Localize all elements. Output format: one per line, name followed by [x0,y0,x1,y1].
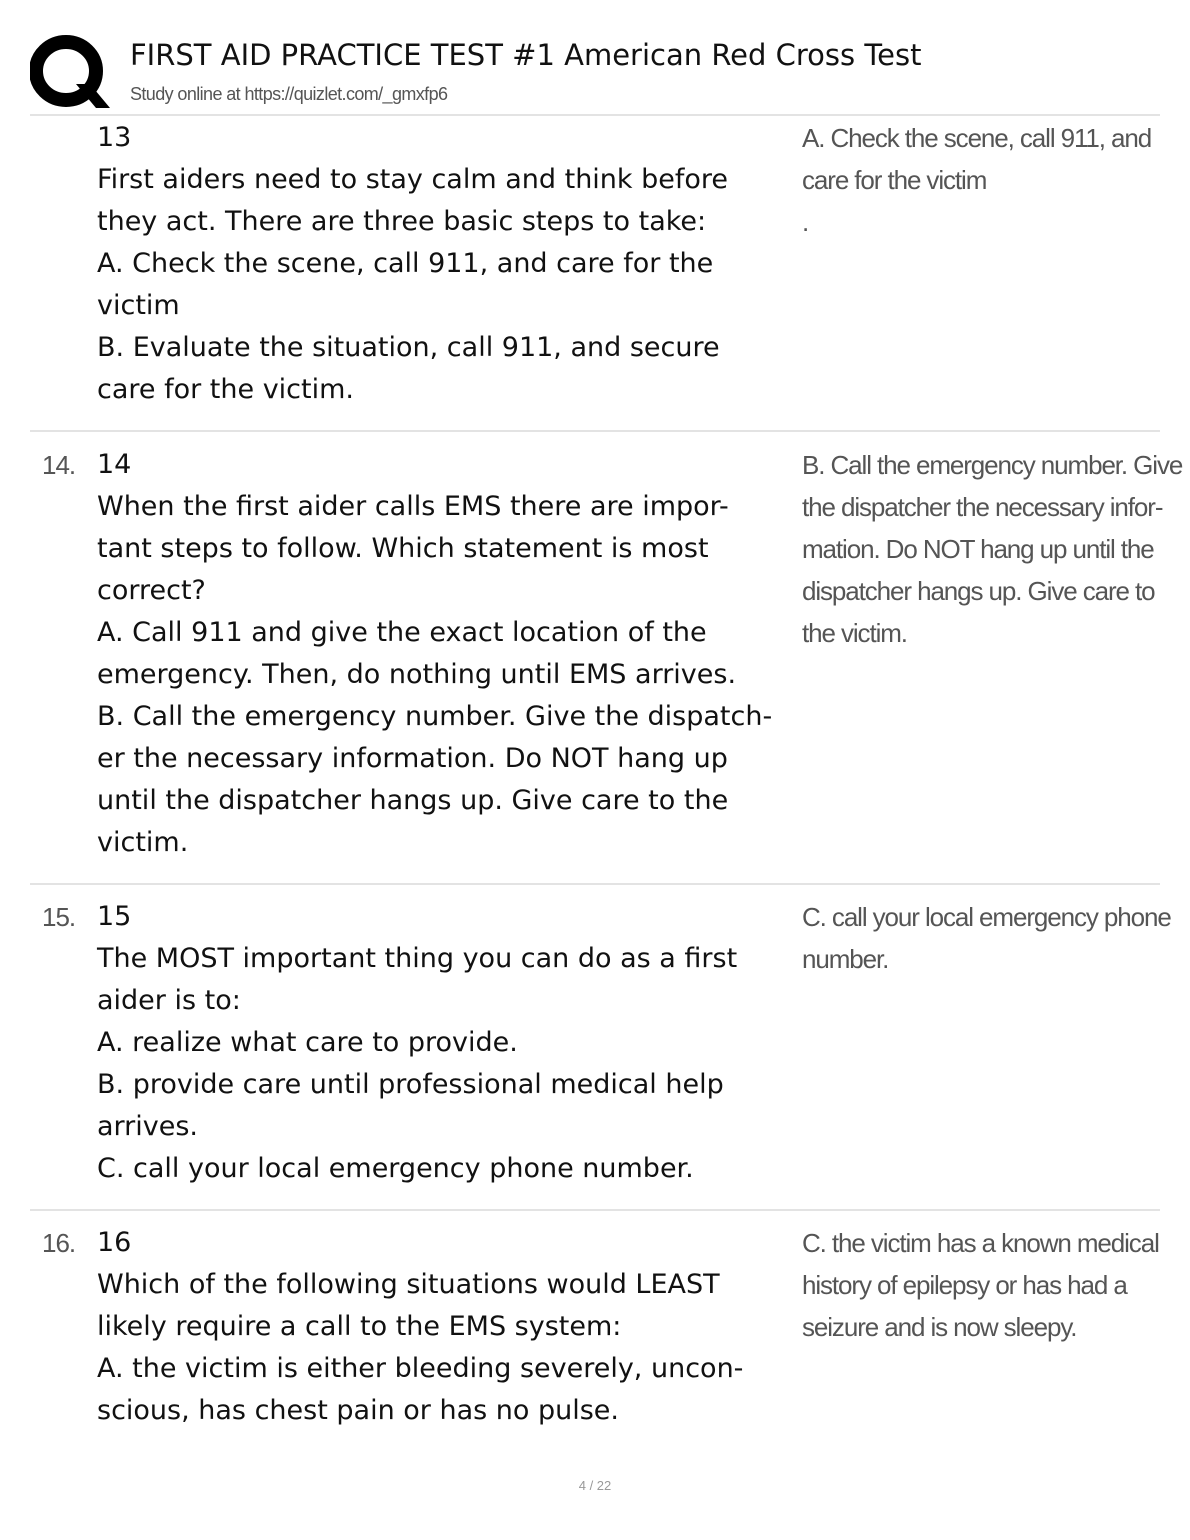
divider [30,1209,1160,1211]
card-definition [802,1222,1159,1348]
card-definition [802,117,1152,243]
term-line: Which of the following situations would LEAST [97,1269,720,1300]
definition-line: number. [802,944,889,974]
term-line: 15 [97,901,132,932]
term-line: arrives. [97,1111,199,1142]
term-line: C. call your local emergency phone number. [97,1153,694,1184]
card-number: 14. [42,450,76,480]
card-definition [802,896,1171,980]
page-indicator: 4 / 22 [578,1478,612,1493]
term-line: until the dispatcher hangs up. Give care to the [97,785,729,816]
definition-line: mation. Do NOT hang up until the [802,534,1154,564]
page-header [30,34,1160,114]
card-term [97,1222,793,1432]
term-line: B. provide care until professional medical help [97,1069,724,1100]
definition-line: the dispatcher the necessary infor- [802,492,1163,522]
card-term [97,444,793,864]
term-line: care for the victim. [97,374,354,405]
term-line: First aiders need to stay calm and think before [97,164,729,195]
quizlet-logo-icon [30,34,110,110]
divider [30,430,1160,432]
card-number: 16. [42,1228,76,1258]
definition-line: . [802,207,809,237]
term-line: they act. There are three basic steps to take: [97,206,707,237]
divider [30,883,1160,885]
term-line: emergency. Then, do nothing until EMS arrives. [97,659,737,690]
term-line: victim. [97,827,189,858]
term-line: 13 [97,122,132,153]
term-line: When the first aider calls EMS there are impor- [97,491,729,522]
definition-line: A. Check the scene, call 911, and [802,123,1152,153]
card-definition [802,444,1183,654]
card-term [97,117,793,411]
term-line: A. Check the scene, call 911, and care for the [97,248,714,279]
definition-line: care for the victim [802,165,987,195]
definition-line: dispatcher hangs up. Give care to [802,576,1155,606]
term-line: 16 [97,1227,132,1258]
term-line: tant steps to follow. Which statement is most [97,533,709,564]
page-title: FIRST AID PRACTICE TEST #1 American Red Cross Test [130,38,922,72]
term-line: A. realize what care to provide. [97,1027,518,1058]
term-line: likely require a call to the EMS system: [97,1311,622,1342]
term-line: B. Evaluate the situation, call 911, and secure [97,332,720,363]
definition-line: C. call your local emergency phone [802,902,1171,932]
term-line: A. Call 911 and give the exact location of the [97,617,707,648]
term-line: A. the victim is either bleeding severely, uncon- [97,1353,744,1384]
term-line: aider is to: [97,985,241,1016]
definition-line: seizure and is now sleepy. [802,1312,1077,1342]
term-line: er the necessary information. Do NOT hang up [97,743,728,774]
term-line: The MOST important thing you can do as a first [97,943,738,974]
card-term [97,896,793,1190]
term-line: scious, has chest pain or has no pulse. [97,1395,620,1426]
definition-line: B. Call the emergency number. Give [802,450,1183,480]
term-line: correct? [97,575,206,606]
card-number: 15. [42,902,76,932]
term-line: B. Call the emergency number. Give the dispatch- [97,701,773,732]
divider [30,114,1160,116]
term-line: victim [97,290,180,321]
definition-line: the victim. [802,618,907,648]
definition-line: history of epilepsy or has had a [802,1270,1127,1300]
definition-line: C. the victim has a known medical [802,1228,1159,1258]
term-line: 14 [97,449,132,480]
study-online-link[interactable]: Study online at https://quizlet.com/_gmxfp6 [130,84,448,104]
